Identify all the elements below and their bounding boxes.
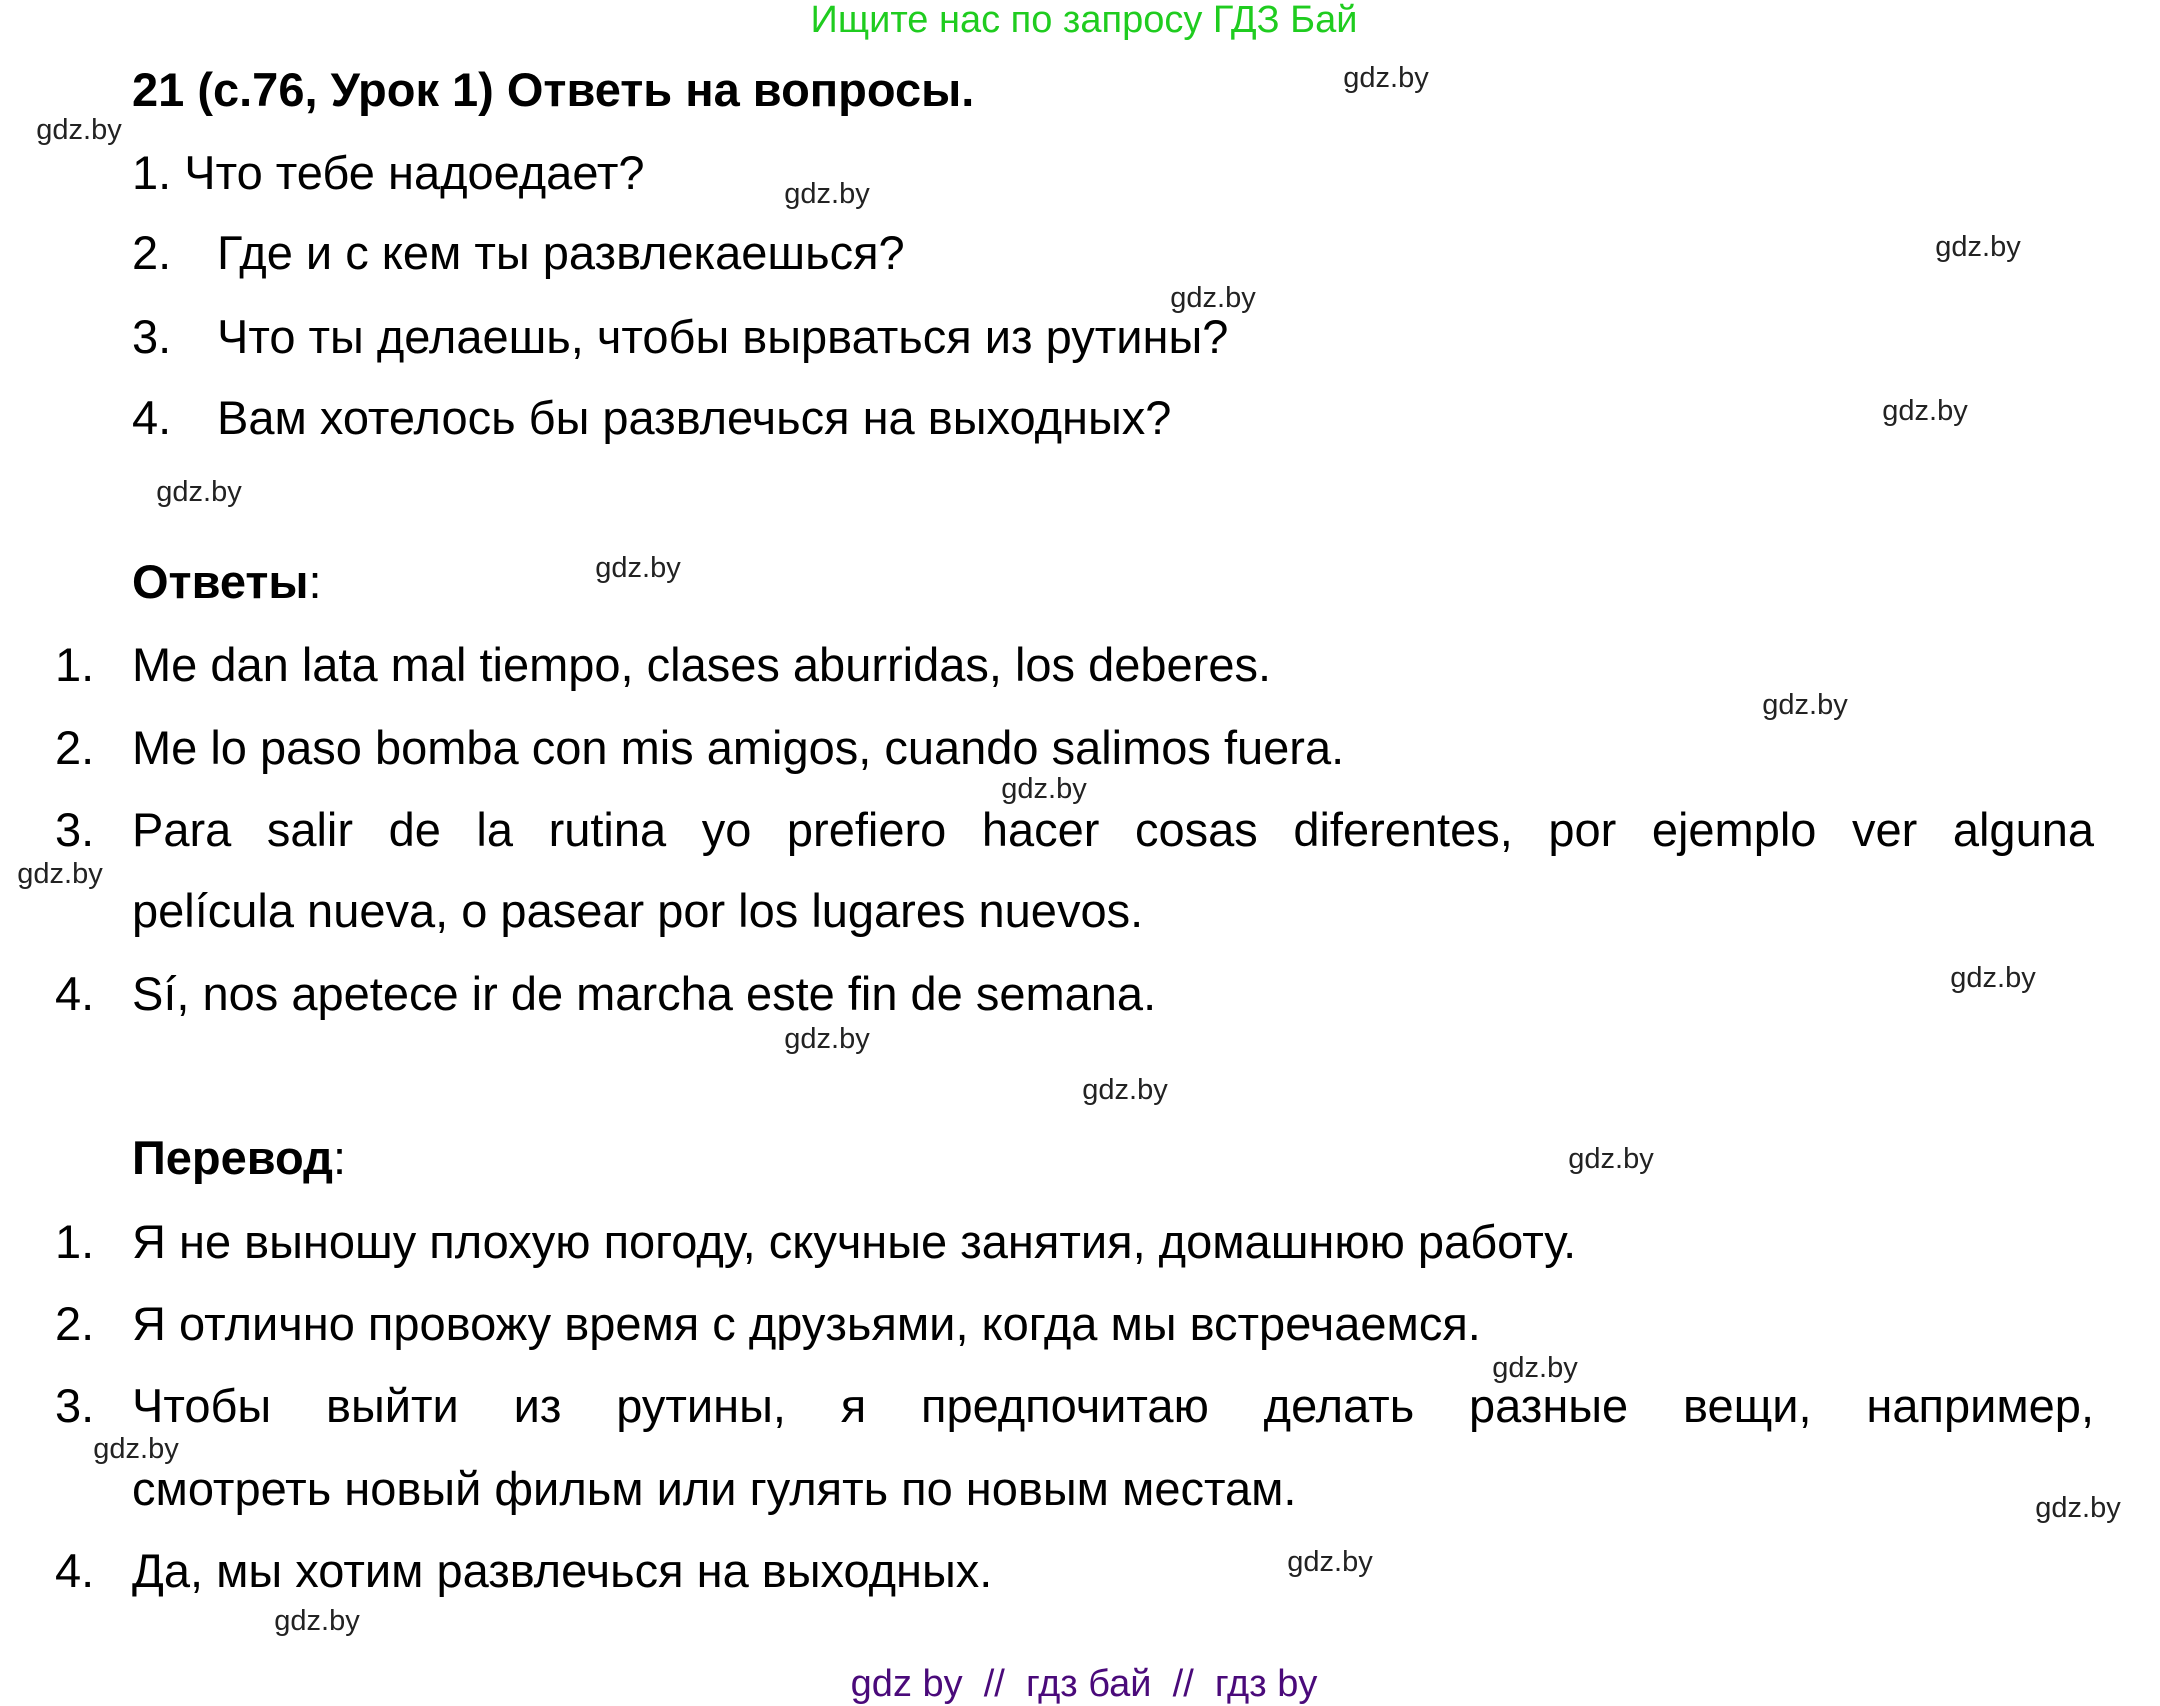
watermark: gdz.by bbox=[1082, 1074, 1168, 1106]
watermark: gdz.by bbox=[1882, 395, 1968, 427]
answer-3-number: 3. bbox=[55, 803, 95, 856]
footer-links[interactable]: gdz by // гдз бай // гдз by bbox=[850, 1663, 1318, 1705]
answer-2-number: 2. bbox=[55, 721, 95, 774]
translation-3-line-2: смотреть новый фильм или гулять по новым местам. bbox=[132, 1462, 1297, 1515]
watermark: gdz.by bbox=[1492, 1352, 1578, 1384]
search-banner[interactable]: Ищите нас по запросу ГДЗ Бай bbox=[810, 0, 1358, 41]
watermark: gdz.by bbox=[1001, 773, 1087, 805]
translation-1: Я не выношу плохую погоду, скучные занятия, домашнюю работу. bbox=[132, 1215, 1577, 1268]
answer-2: Me lo paso bomba con mis amigos, cuando salimos fuera. bbox=[132, 721, 1345, 774]
watermark: gdz.by bbox=[2035, 1492, 2121, 1524]
watermark: gdz.by bbox=[784, 178, 870, 210]
translation-1-number: 1. bbox=[55, 1215, 95, 1268]
question-4: Вам хотелось бы развлечься на выходных? bbox=[217, 391, 1172, 444]
watermark: gdz.by bbox=[595, 552, 681, 584]
watermark: gdz.by bbox=[156, 476, 242, 508]
translation-3-line-1: Чтобы выйти из рутины, я предпочитаю делать разные вещи, например, bbox=[132, 1379, 2094, 1432]
watermark: gdz.by bbox=[1287, 1546, 1373, 1578]
watermark: gdz.by bbox=[1568, 1143, 1654, 1175]
answer-1-number: 1. bbox=[55, 638, 95, 691]
question-2-number: 2. bbox=[132, 226, 172, 279]
question-4-number: 4. bbox=[132, 391, 172, 444]
answers-heading: Ответы: bbox=[132, 555, 322, 608]
question-3: Что ты делаешь, чтобы вырваться из рутины? bbox=[217, 310, 1229, 363]
question-2: Где и с кем ты развлекаешься? bbox=[217, 226, 905, 279]
translation-2-number: 2. bbox=[55, 1297, 95, 1350]
answer-3-line-1: Para salir de la rutina yo prefiero hacer cosas diferentes, por ejemplo ver alguna bbox=[132, 803, 2094, 856]
question-3-number: 3. bbox=[132, 310, 172, 363]
answer-1: Me dan lata mal tiempo, clases aburridas, los deberes. bbox=[132, 638, 1272, 691]
exercise-title: 21 (с.76, Урок 1) Ответь на вопросы. bbox=[132, 63, 975, 116]
watermark: gdz.by bbox=[1343, 62, 1429, 94]
answer-4-number: 4. bbox=[55, 967, 95, 1020]
watermark: gdz.by bbox=[1762, 689, 1848, 721]
answer-3-line-2: película nueva, o pasear por los lugares nuevos. bbox=[132, 884, 1144, 937]
watermark: gdz.by bbox=[36, 114, 122, 146]
watermark: gdz.by bbox=[1950, 962, 2036, 994]
translation-heading: Перевод: bbox=[132, 1131, 347, 1184]
translation-3-number: 3. bbox=[55, 1379, 95, 1432]
translation-4: Да, мы хотим развлечься на выходных. bbox=[132, 1544, 993, 1597]
watermark: gdz.by bbox=[17, 858, 103, 890]
answer-4: Sí, nos apetece ir de marcha este fin de semana. bbox=[132, 967, 1157, 1020]
watermark: gdz.by bbox=[274, 1605, 360, 1637]
question-1: 1. Что тебе надоедает? bbox=[132, 146, 645, 199]
watermark: gdz.by bbox=[1935, 231, 2021, 263]
watermark: gdz.by bbox=[1170, 282, 1256, 314]
watermark: gdz.by bbox=[93, 1433, 179, 1465]
watermark: gdz.by bbox=[784, 1023, 870, 1055]
translation-2: Я отлично провожу время с друзьями, когда мы встречаемся. bbox=[132, 1297, 1481, 1350]
translation-4-number: 4. bbox=[55, 1544, 95, 1597]
